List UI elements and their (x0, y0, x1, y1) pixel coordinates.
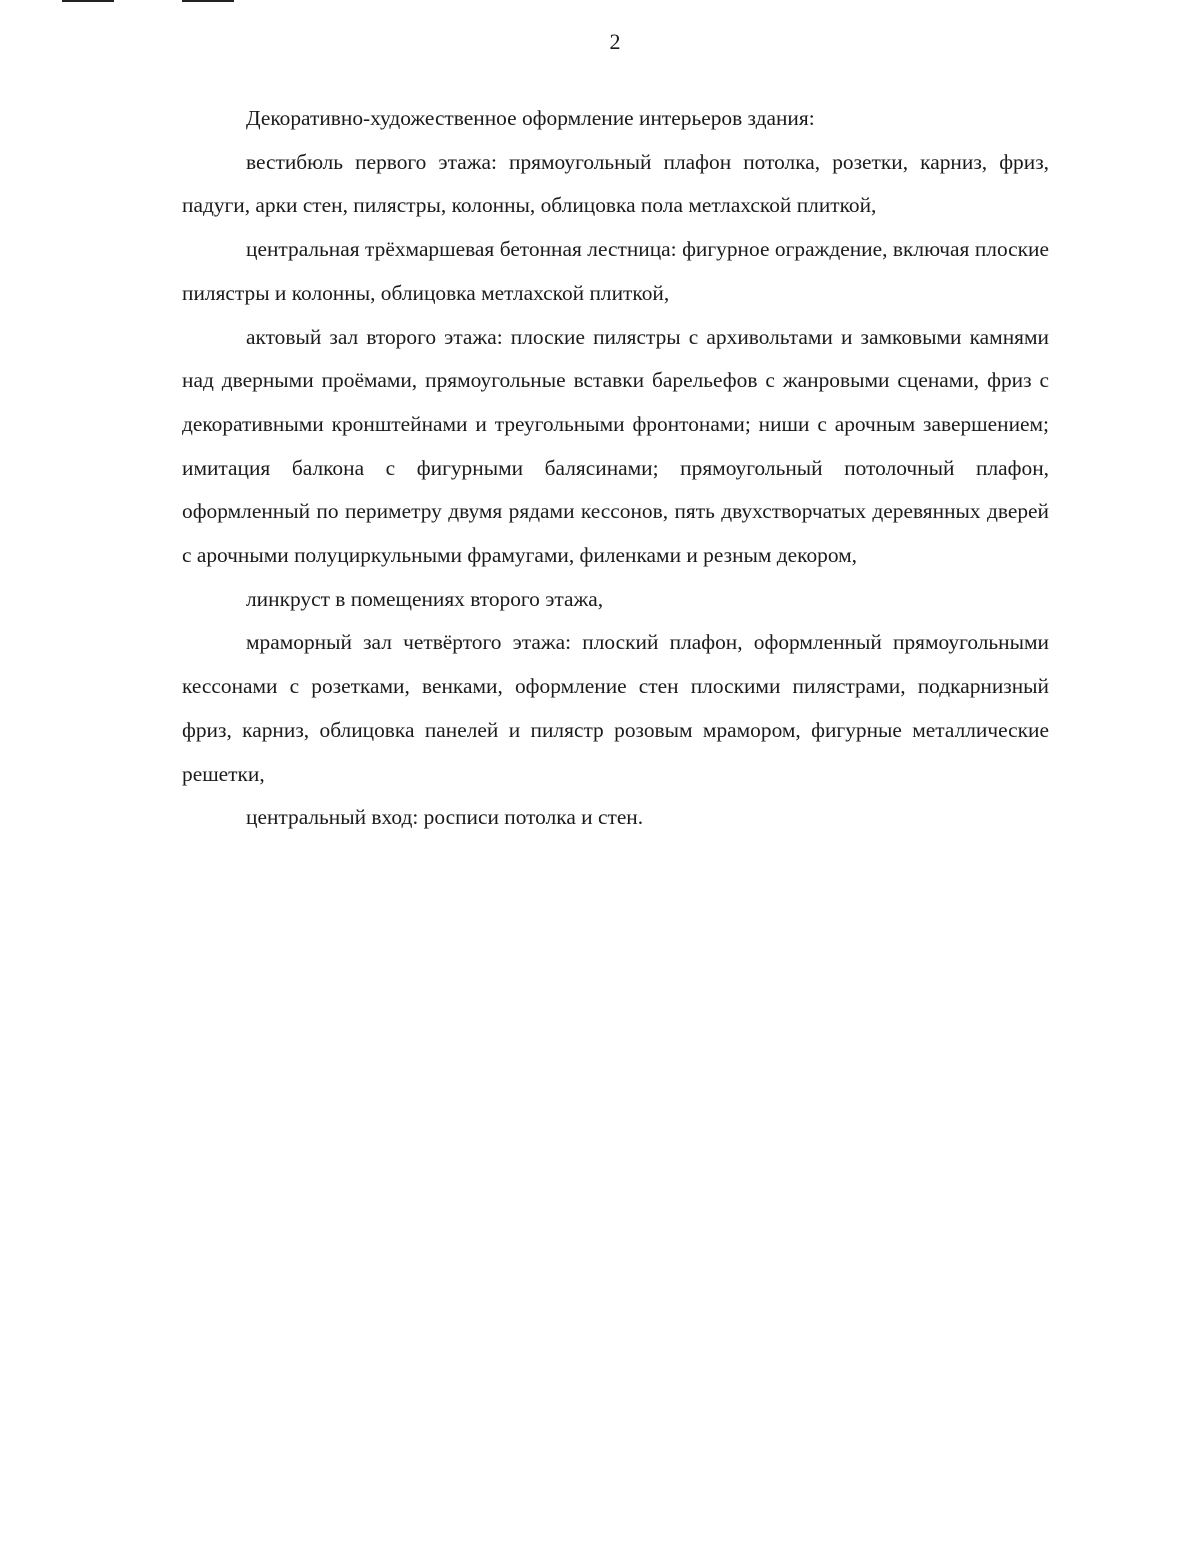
section-heading: Декоративно-художественное оформление интерьеров здания: (246, 106, 815, 130)
paragraph-assembly-hall: актовый зал второго этажа: плоские пилястры с архивольтами и замковыми камнями над дверными проёмами, прямоугольные вставки барельефов с жанровыми сценами, фриз с декоративными кронштейнами и треугольными фронтонами; ниши с арочным завершением; имитация балкона с фигурными балясинами; прямоугольный потолочный плафон, оформленный по периметру двумя рядами кессонов, пять двухстворчатых деревянных дверей с арочными полуциркульными фрамугами, филенками и резным декором, (182, 324, 1049, 568)
paragraph-vestibule: вестибюль первого этажа: прямоугольный плафон потолка, розетки, карниз, фриз, падуги, арки стен, пилястры, колонны, облицовка пола метлахской плиткой, (182, 149, 1049, 218)
paragraph-lincrusta: линкруст в помещениях второго этажа, (246, 586, 604, 611)
scan-edge-mark (182, 0, 234, 2)
paragraph-marble-hall: мраморный зал четвёртого этажа: плоский плафон, оформленный прямоугольными кессонами с розетками, венками, оформление стен плоскими пилястрами, подкарнизный фриз, карниз, облицовка панелей и пилястр розовым мрамором, фигурные металлические решетки, (182, 630, 1049, 786)
paragraph-main-entrance: центральный вход: росписи потолка и стен. (246, 805, 644, 830)
document-body (182, 97, 1049, 840)
page-number: 2 (609, 29, 621, 54)
paragraph-staircase: центральная трёхмаршевая бетонная лестница: фигурное ограждение, включая плоские пилястры и колонны, облицовка метлахской плиткой, (182, 237, 1049, 305)
scan-edge-mark (62, 0, 114, 2)
